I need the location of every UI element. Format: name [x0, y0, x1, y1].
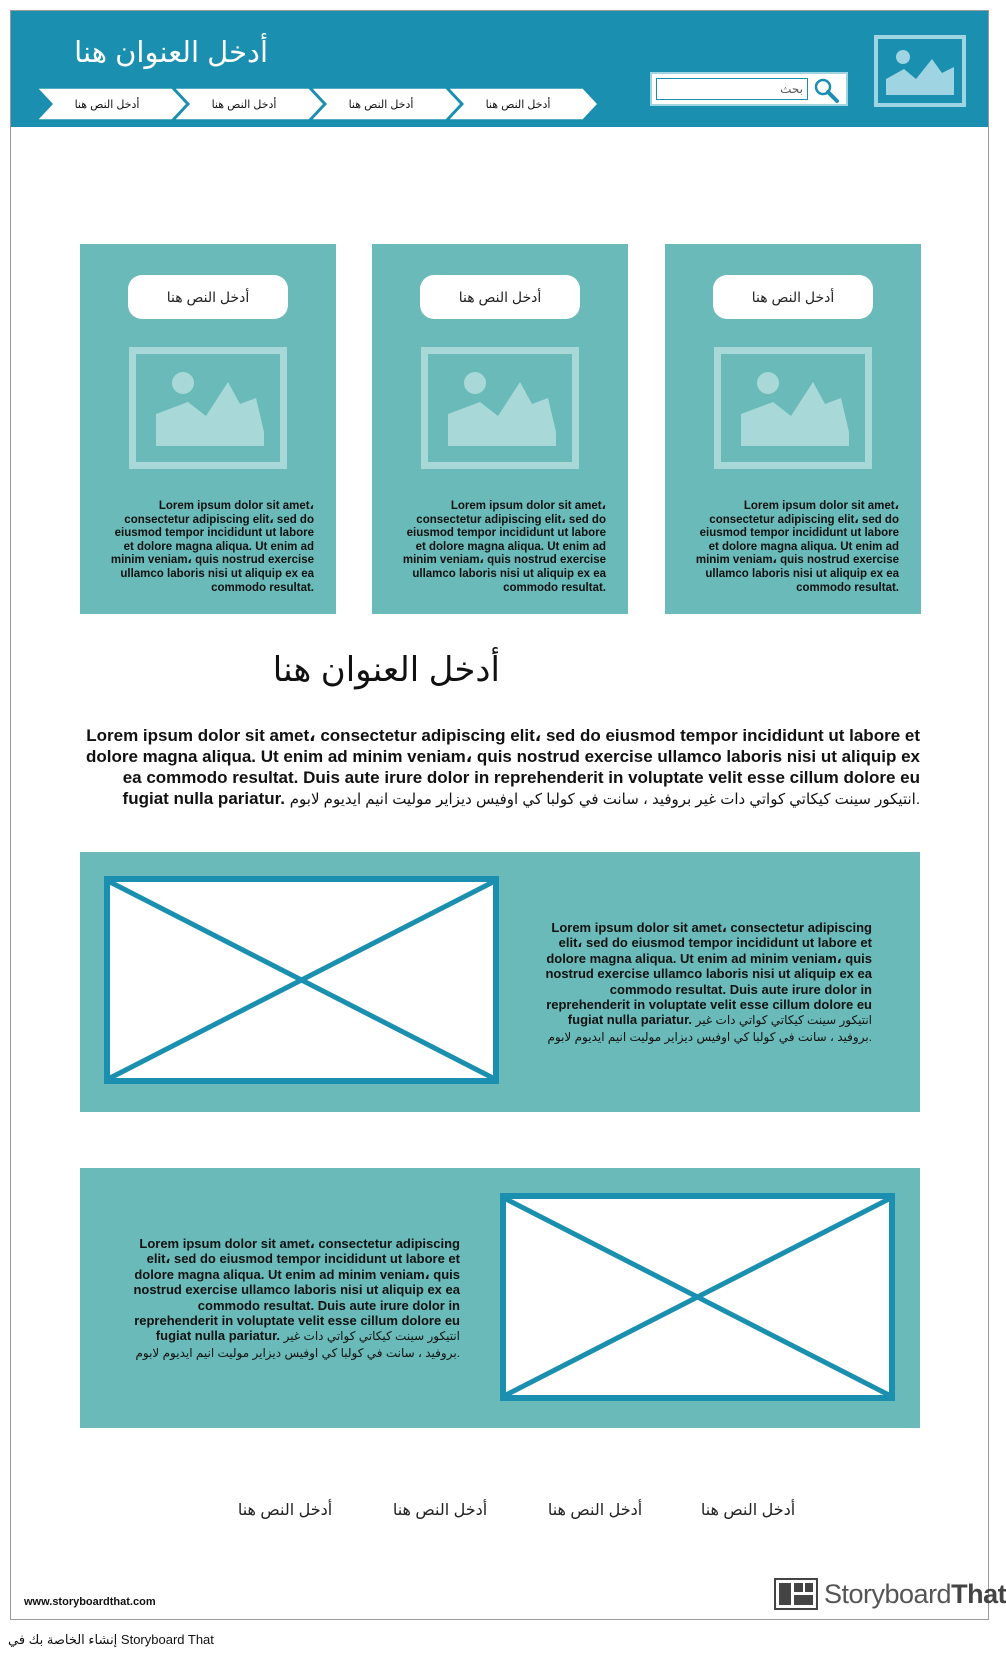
brand-name [824, 1579, 1006, 1610]
search-box [650, 72, 848, 106]
breadcrumb-item[interactable] [37, 88, 177, 120]
image-placeholder [104, 876, 499, 1084]
logo-image-placeholder [874, 35, 966, 107]
card-image-placeholder [714, 347, 872, 469]
feature-panel [80, 852, 920, 1112]
card-label: أدخل النص هنا [420, 275, 580, 319]
footer-link[interactable]: أدخل النص هنا [700, 1502, 796, 1519]
card [665, 244, 921, 614]
placeholder-cross-icon [110, 882, 493, 1078]
feature-text-arabic: انتيكور سينت كيكاتي كواتي دات غير بروفيد ، سانت في كولبا كي اوفيس ديزاير موليت انيم ايديوم لابوم. [547, 1013, 872, 1044]
search-icon[interactable] [812, 76, 840, 104]
card-image-placeholder [129, 347, 287, 469]
breadcrumb [37, 88, 607, 120]
section-title: أدخل العنوان هنا [272, 651, 500, 689]
create-your-own-link[interactable]: إنشاء الخاصة بك في Storyboard That [8, 1632, 214, 1647]
header-bar [11, 11, 988, 127]
section-paragraph [80, 725, 920, 810]
feature-text [542, 920, 872, 1045]
image-icon [721, 354, 865, 462]
feature-text-latin: Lorem ipsum dolor sit amet، consectetur adipiscing elit، sed do eiusmod tempor incididunt ut labore et dolore magna aliqua. Ut enim ad minim veniam، quis nostrud exercise ullamco laboris nisi ut aliquip ex ea commodo resultat. Duis aute irure dolor in reprehenderit in voluptate velit esse cillum dolore eu fugiat nulla pariatur. [133, 1236, 460, 1344]
placeholder-cross-icon [506, 1199, 889, 1395]
image-icon [878, 39, 962, 103]
card [372, 244, 628, 614]
breadcrumb-label: أدخل النص هنا [74, 98, 140, 111]
card [80, 244, 336, 614]
breadcrumb-item[interactable] [448, 88, 588, 120]
image-icon [136, 354, 280, 462]
card-text: Lorem ipsum dolor sit amet، consectetur adipiscing elit، sed do eiusmod tempor incididunt ut labore et dolore magna aliqua. Ut enim ad minim veniam، quis nostrud exercise ullamco laboris nisi ut aliquip ex ea commodo resultat. [110, 500, 314, 594]
feature-text-arabic: انتيكور سينت كيكاتي كواتي دات غير بروفيد ، سانت في كولبا كي اوفيس ديزاير موليت انيم ايديوم لابوم. [135, 1329, 460, 1360]
brand-name-that: That [951, 1578, 1006, 1609]
breadcrumb-item[interactable] [311, 88, 451, 120]
footer-link[interactable]: أدخل النص هنا [392, 1502, 488, 1519]
card-image-placeholder [421, 347, 579, 469]
image-icon [428, 354, 572, 462]
footer-link[interactable]: أدخل النص هنا [547, 1502, 643, 1519]
card-label: أدخل النص هنا [128, 275, 288, 319]
breadcrumb-label: أدخل النص هنا [211, 98, 277, 111]
card-text: Lorem ipsum dolor sit amet، consectetur adipiscing elit، sed do eiusmod tempor incididunt ut labore et dolore magna aliqua. Ut enim ad minim veniam، quis nostrud exercise ullamco laboris nisi ut aliquip ex ea commodo resultat. [695, 500, 899, 594]
card-label: أدخل النص هنا [713, 275, 873, 319]
feature-text-latin: Lorem ipsum dolor sit amet، consectetur adipiscing elit، sed do eiusmod tempor incididunt ut labore et dolore magna aliqua. Ut enim ad minim veniam، quis nostrud exercise ullamco laboris nisi ut aliquip ex ea commodo resultat. Duis aute irure dolor in reprehenderit in voluptate velit esse cillum dolore eu fugiat nulla pariatur. [545, 920, 872, 1028]
footer-nav [220, 1500, 820, 1530]
paragraph-text: Lorem ipsum dolor sit amet، consectetur adipiscing elit، sed do eiusmod tempor incididunt ut labore et dolore magna aliqua. Ut enim ad minim veniam، quis nostrud exercise ullamco laboris nisi ut aliquip ex ea commodo resultat. Duis aute irure dolor in reprehenderit in voluptate velit esse cillum dolore eu fugiat nulla pariatur. [86, 726, 920, 808]
card-text: Lorem ipsum dolor sit amet، consectetur adipiscing elit، sed do eiusmod tempor incididunt ut labore et dolore magna aliqua. Ut enim ad minim veniam، quis nostrud exercise ullamco laboris nisi ut aliquip ex ea commodo resultat. [402, 500, 606, 594]
site-title: أدخل العنوان هنا [74, 37, 268, 69]
brand-logo[interactable] [774, 1576, 1006, 1612]
brand-name-story: Storyboard [824, 1578, 952, 1609]
site-url[interactable]: www.storyboardthat.com [24, 1596, 156, 1608]
search-input[interactable]: بحث [656, 78, 808, 100]
footer-link[interactable]: أدخل النص هنا [237, 1502, 333, 1519]
feature-panel [80, 1168, 920, 1428]
storyboard-logo-icon [774, 1578, 818, 1610]
breadcrumb-label: أدخل النص هنا [348, 98, 414, 111]
paragraph-text-arabic: انتيكور سينت كيكاتي كواتي دات غير بروفيد ، سانت في كولبا كي اوفيس ديزاير موليت انيم ايديوم لابوم. [289, 791, 920, 808]
breadcrumb-item[interactable] [174, 88, 314, 120]
breadcrumb-label: أدخل النص هنا [485, 98, 551, 111]
image-placeholder [500, 1193, 895, 1401]
feature-text [130, 1236, 460, 1361]
